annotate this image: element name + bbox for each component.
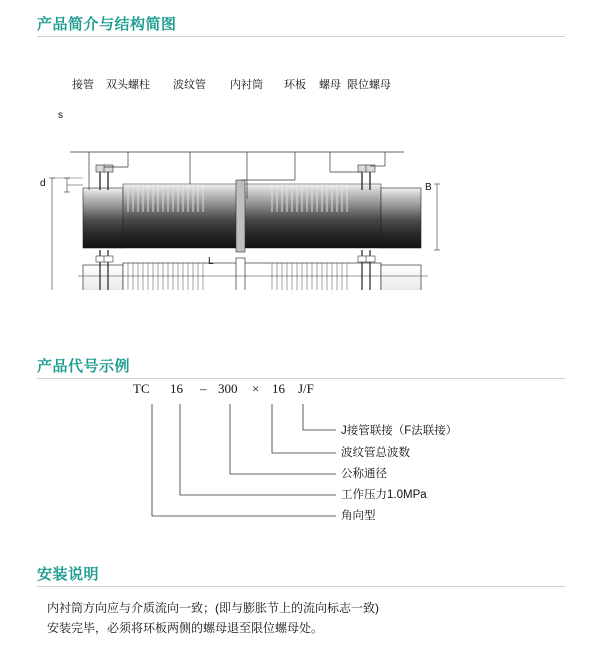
code-desc-diameter: 公称通径: [341, 468, 387, 480]
code-token-waves: 16: [272, 381, 285, 396]
structure-diagram: [0, 60, 600, 290]
callout-label-shuangtou-luozhu: 双头螺柱: [106, 79, 150, 91]
callout-label-huanban: 环板: [284, 79, 306, 91]
callout-label-luomu: 螺母: [319, 79, 341, 91]
section-title-install: 安装说明: [37, 566, 100, 583]
dimension-label-B: B: [425, 182, 432, 193]
code-token-connection: J/F: [298, 381, 314, 396]
section-title-intro: 产品简介与结构简图: [37, 16, 177, 33]
structure-diagram-svg: [0, 60, 600, 290]
code-desc-type: 角向型: [341, 510, 376, 522]
code-token-dash: –: [200, 381, 207, 396]
section-title-code: 产品代号示例: [37, 358, 131, 375]
callout-label-bowenguan: 波纹管: [173, 79, 206, 91]
callout-label-xianwei-luomu: 限位螺母: [347, 79, 391, 91]
code-token-diameter: 300: [218, 381, 238, 396]
code-token-pressure: 16: [170, 381, 183, 396]
code-token-times: ×: [252, 381, 260, 396]
dimension-label-s: s: [58, 110, 63, 121]
dimension-label-d: d: [40, 178, 46, 189]
install-notes: [47, 598, 567, 638]
section-rule-intro: [37, 36, 565, 37]
section-rule-install: [37, 586, 565, 587]
install-note-line-2: 安装完毕，必须将环板两侧的螺母退至限位螺母处。: [47, 621, 324, 635]
dimension-label-L: L: [208, 256, 214, 267]
code-desc-pressure: 工作压力1.0MPa: [341, 489, 427, 501]
code-desc-waves: 波纹管总波数: [341, 447, 410, 459]
install-note-line-1: 内衬筒方向应与介质流向一致；(即与膨胀节上的流向标志一致): [47, 601, 379, 615]
callout-label-jieguan: 接管: [72, 79, 94, 91]
code-example-diagram: [0, 370, 600, 540]
code-desc-connection: J接管联接（F法联接）: [341, 425, 458, 437]
callout-label-neichentong: 内衬筒: [230, 79, 263, 91]
code-token-tc: TC: [133, 381, 150, 396]
